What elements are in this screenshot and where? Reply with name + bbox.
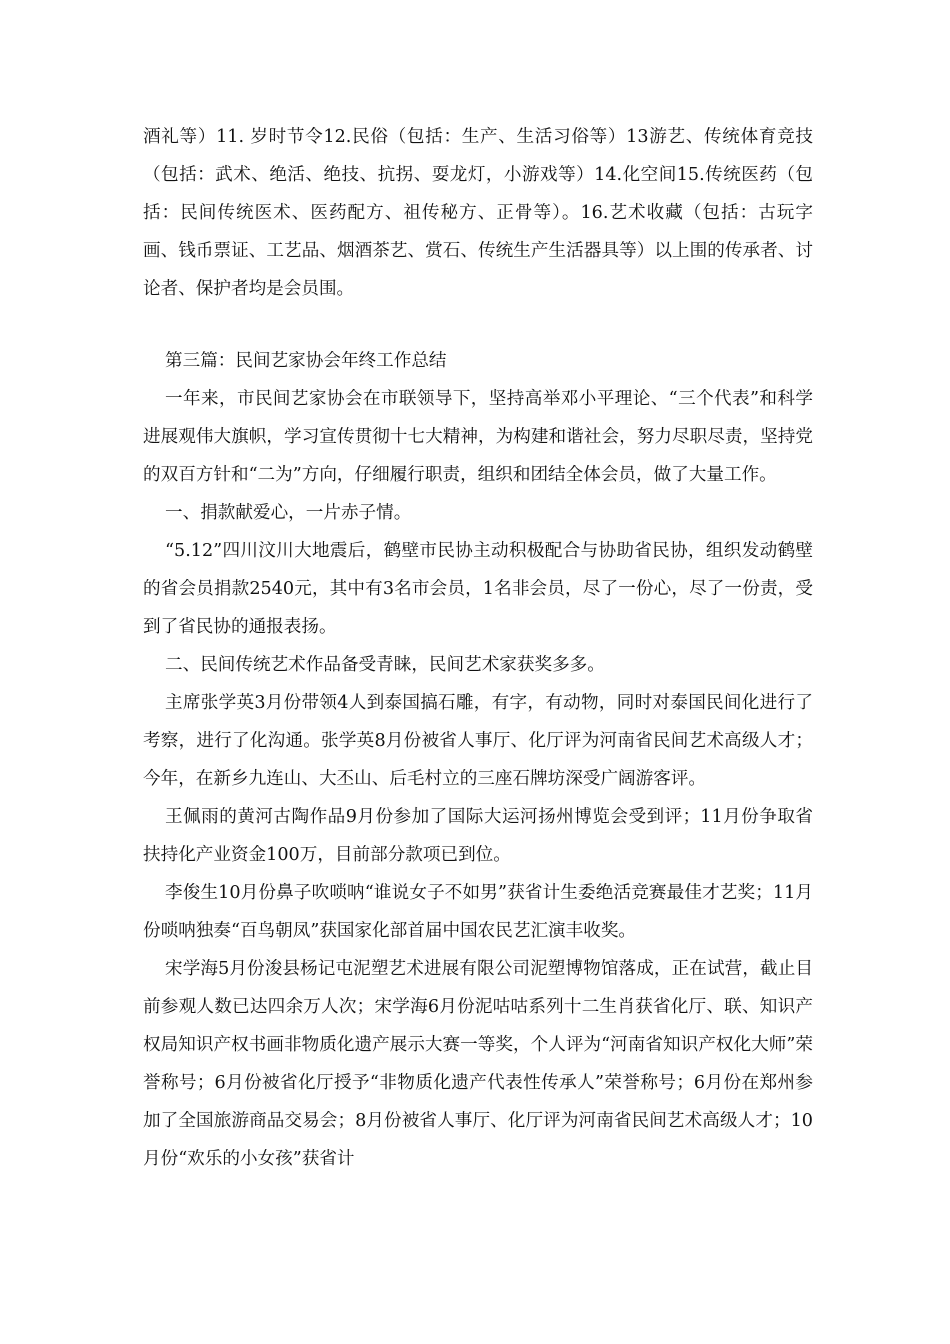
section-title: 第三篇：民间艺家协会年终工作总结 <box>165 351 447 371</box>
paragraph-gap <box>143 308 813 342</box>
paragraph-wang-peiyu: 王佩雨的黄河古陶作品9月份参加了国际大运河扬州博览会受到评；11月份争取省扶持化产业资金100万，目前部分款项已到位。 <box>143 807 813 865</box>
heading-donation: 一、捐款献爱心，一片赤子情。 <box>165 503 412 523</box>
paragraph-li-junsheng: 李俊生10月份鼻子吹唢呐“谁说女子不如男”获省计生委绝活竞赛最佳才艺奖；11月份唢呐独奏“百鸟朝凤”获国家化部首届中国农民艺汇演丰收奖。 <box>143 883 813 941</box>
document-page <box>143 118 813 1178</box>
heading-awards: 二、民间传统艺术作品备受青睐，民间艺术家获奖多多。 <box>165 655 605 675</box>
paragraph-intro: 一年来，市民间艺家协会在市联领导下，坚持高举邓小平理论、“三个代表”和科学进展观伟大旗帜，学习宣传贯彻十七大精神，为构建和谐社会，努力尽职尽责，坚持党的双百方针和“二为”方向，仔细履行职责，组织和团结全体会员，做了大量工作。 <box>143 389 813 485</box>
paragraph-song-xuehai: 宋学海5月份浚县杨记屯泥塑艺术进展有限公司泥塑博物馆落成，正在试营，截止目前参观人数已达四余万人次；宋学海6月份泥咕咕系列十二生肖获省化厅、联、知识产权局知识产权书画非物质化遗产展示大赛一等奖，个人评为“河南省知识产权化大师”荣誉称号；6月份被省化厅授予“非物质化遗产代表性传承人”荣誉称号；6月份在郑州参加了全国旅游商品交易会；8月份被省人事厅、化厅评为河南省民间艺术高级人才；10月份“欢乐的小女孩”获省计 <box>143 959 813 1169</box>
paragraph-member-scope: 酒礼等）11. 岁时节令12.民俗（包括：生产、生活习俗等）13游艺、传统体育竞技（包括：武术、绝活、绝技、抗拐、耍龙灯，小游戏等）14.化空间15.传统医药（包括：民间传统医术、医药配方、祖传秘方、正骨等）。16.艺术收藏（包括：古玩字画、钱币票证、工艺品、烟酒茶艺、赏石、传统生产生活器具等）以上围的传承者、讨论者、保护者均是会员围。 <box>143 127 813 299</box>
paragraph-zhang-xueying: 主席张学英3月份带领4人到泰国搞石雕，有字，有动物，同时对泰国民间化进行了考察，进行了化沟通。张学英8月份被省人事厅、化厅评为河南省民间艺术高级人才；今年，在新乡九连山、大丕山、后毛村立的三座石牌坊深受广阔游客评。 <box>143 693 813 789</box>
paragraph-donation: “5.12”四川汶川大地震后，鹤壁市民协主动积极配合与协助省民协，组织发动鹤壁的省会员捐款2540元，其中有3名市会员，1名非会员，尽了一份心，尽了一份责，受到了省民协的通报表扬。 <box>143 541 813 637</box>
